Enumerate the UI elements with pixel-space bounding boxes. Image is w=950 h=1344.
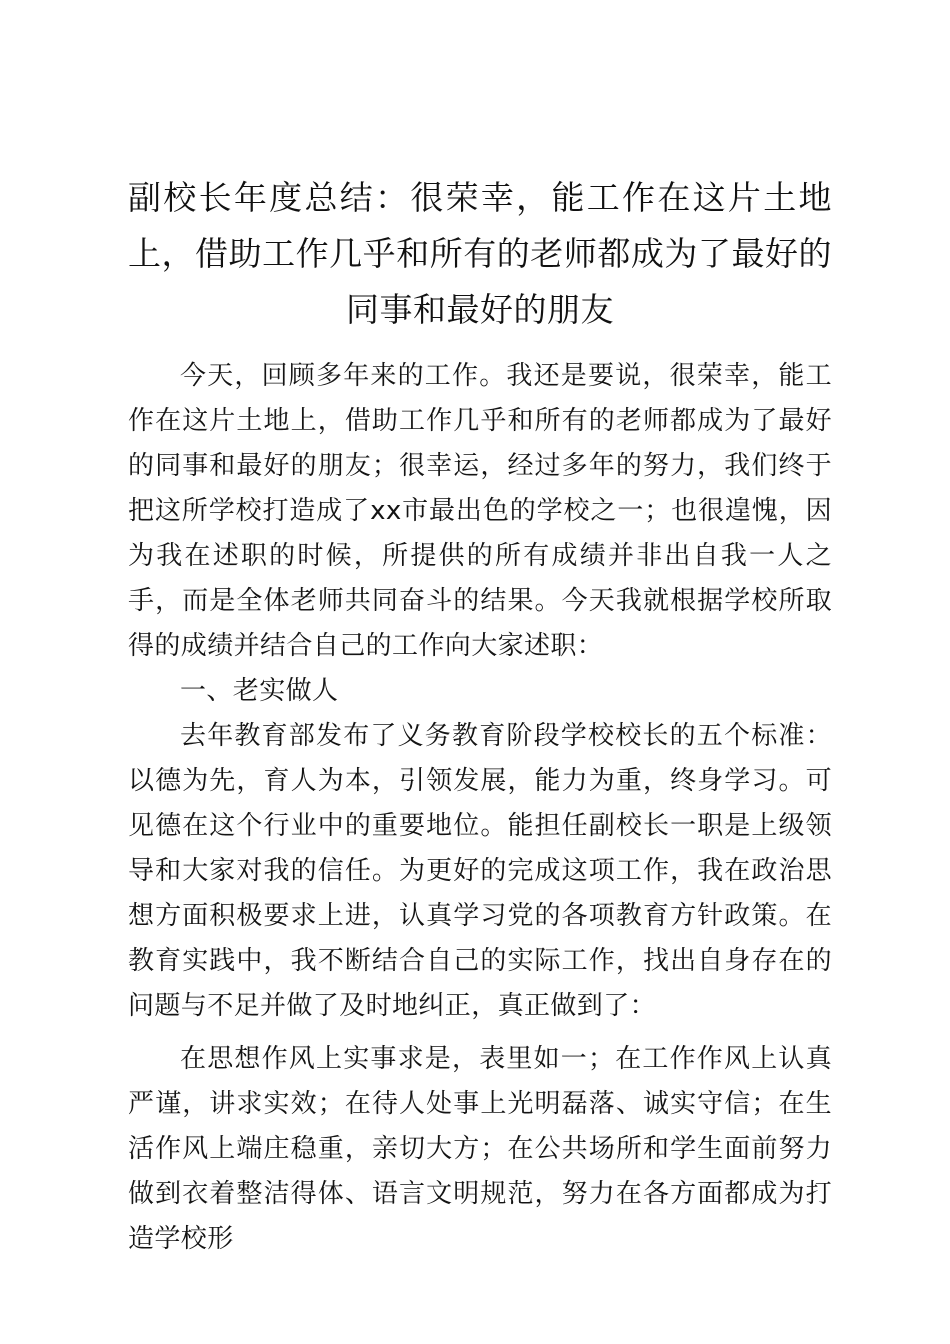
document-page [128, 170, 832, 1262]
section-heading-1: 一、老实做人 [180, 676, 339, 706]
paragraph-conduct: 在思想作风上实事求是，表里如一；在工作作风上认真严谨，讲求实效；在待人处事上光明磊落、诚实守信；在生活作风上端庄稳重，亲切大方；在公共场所和学生面前努力做到衣着整洁得体、语言文明规范，努力在各方面都成为打造学校形 [128, 1044, 832, 1254]
document-title: 副校长年度总结：很荣幸，能工作在这片土地上，借助工作几乎和所有的老师都成为了最好的同事和最好的朋友 [128, 178, 832, 329]
paragraph-intro: 今天，回顾多年来的工作。我还是要说，很荣幸，能工作在这片土地上，借助工作几乎和所有的老师都成为了最好的同事和最好的朋友；很幸运，经过多年的努力，我们终于把这所学校打造成了xx市最出色的学校之一；也很遑愧，因为我在述职的时候，所提供的所有成绩并非出自我一人之手，而是全体老师共同奋斗的结果。今天我就根据学校所取得的成绩并结合自己的工作向大家述职： [128, 361, 832, 661]
paragraph-standards: 去年教育部发布了义务教育阶段学校校长的五个标准：以德为先，育人为本，引领发展，能力为重，终身学习。可见德在这个行业中的重要地位。能担任副校长一职是上级领导和大家对我的信任。为更好的完成这项工作，我在政治思想方面积极要求上进，认真学习党的各项教育方针政策。在教育实践中，我不断结合自己的实际工作，找出自身存在的问题与不足并做了及时地纠正，真正做到了： [128, 721, 832, 1021]
